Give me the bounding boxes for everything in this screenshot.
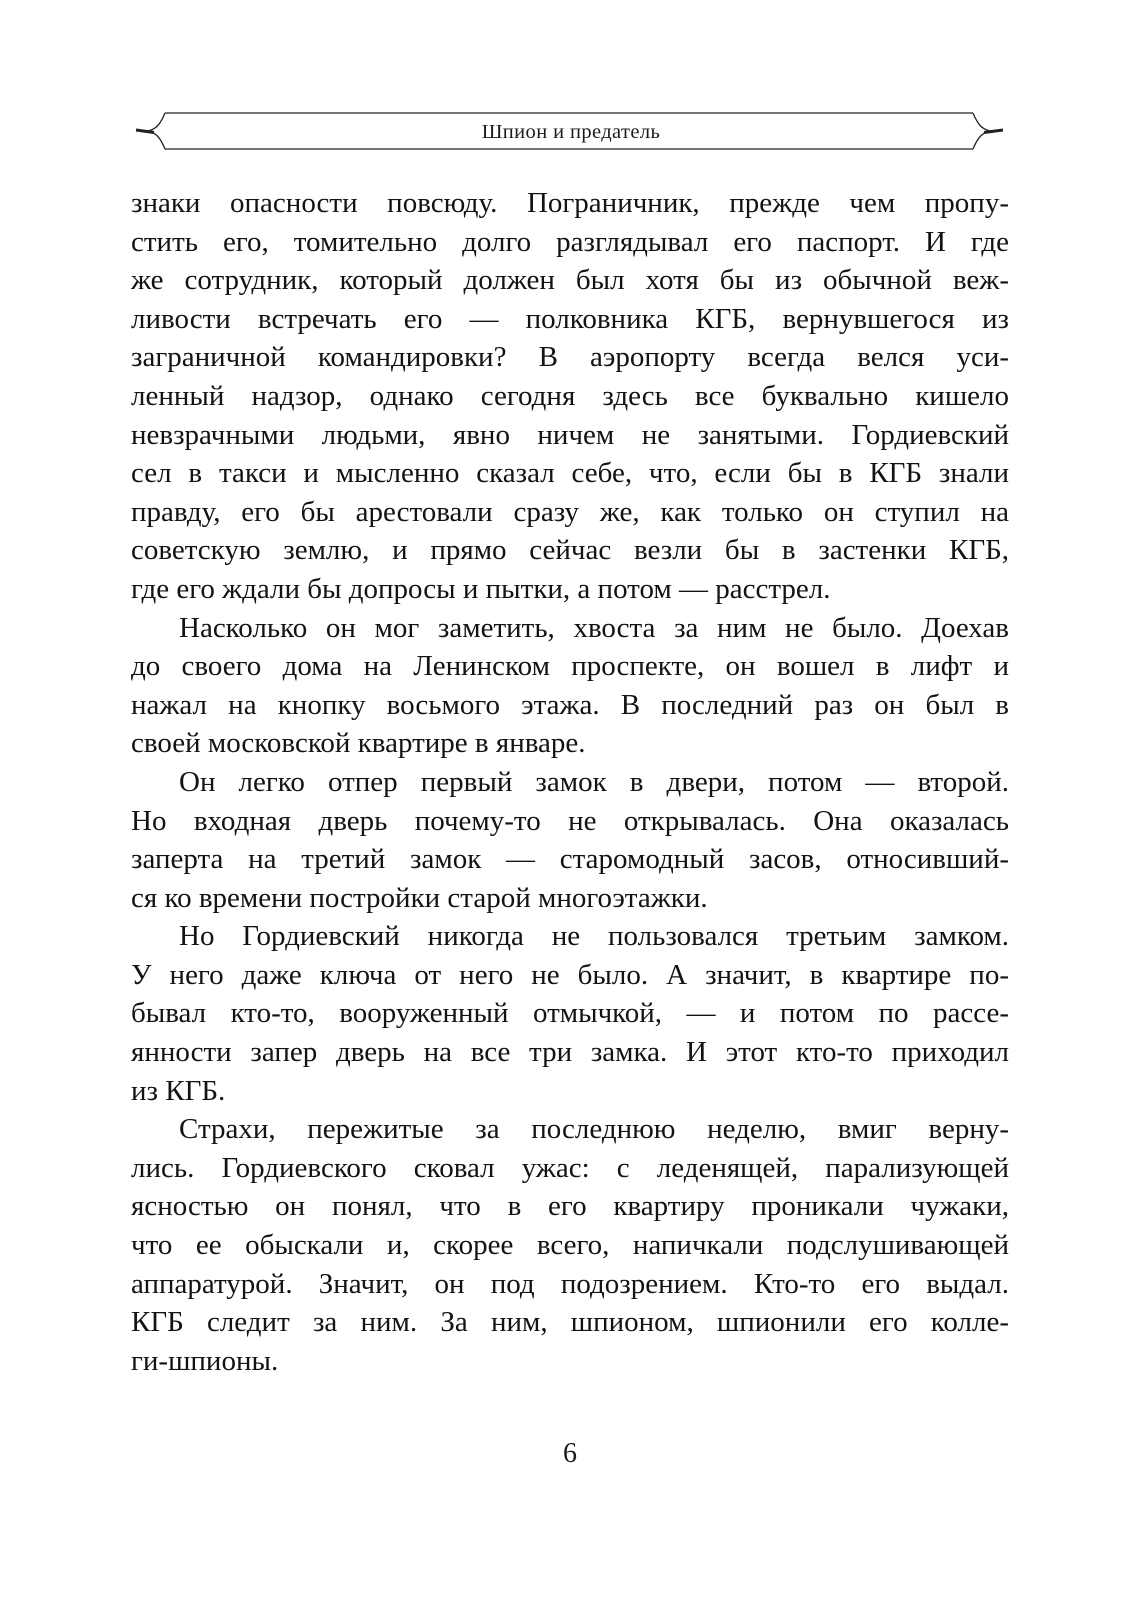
text-line: ги-шпионы. — [131, 1344, 279, 1377]
text-line: Насколько он мог заметить, хвоста за ним не было. Доехав — [179, 611, 1009, 644]
text-line: бывал кто-то, вооруженный отмычкой, — и потом по рассе- — [131, 997, 1009, 1030]
text-line: что ее обыскали и, скорее всего, напичкали подслушивающей — [131, 1229, 1009, 1262]
text-line: Но Гордиевский никогда не пользовался третьим замком. — [179, 920, 1009, 953]
text-line: нажал на кнопку восьмого этажа. В последний раз он был в — [131, 688, 1009, 721]
text-line: Страхи, пережитые за последнюю неделю, вмиг верну- — [179, 1113, 1009, 1146]
text-line: где его ждали бы допросы и пытки, а потом — расстрел. — [131, 572, 831, 605]
text-line: Но входная дверь почему-то не открывалась. Она оказалась — [131, 804, 1009, 837]
text-line: лись. Гордиевского сковал ужас: с леденящей, парализующей — [131, 1151, 1009, 1184]
text-line: из КГБ. — [131, 1074, 226, 1107]
text-line: ливости встречать его — полковника КГБ, вернувшегося из — [131, 302, 1009, 335]
text-line: своей московской квартире в январе. — [131, 727, 586, 760]
running-header — [130, 107, 1012, 157]
body-text — [131, 184, 1009, 1380]
text-line: до своего дома на Ленинском проспекте, он вошел в лифт и — [131, 650, 1009, 683]
text-line: невзрачными людьми, явно ничем не занятыми. Гордиевский — [131, 418, 1009, 451]
text-line: янности запер дверь на все три замка. И этот кто-то приходил — [131, 1036, 1009, 1069]
text-line: аппаратурой. Значит, он под подозрением. Кто-то его выдал. — [131, 1267, 1009, 1300]
text-line: знаки опасности повсюду. Пограничник, прежде чем пропу- — [131, 187, 1009, 219]
text-line: ясностью он понял, что в его квартиру проникали чужаки, — [131, 1190, 1009, 1223]
text-line: советскую землю, и прямо сейчас везли бы в застенки КГБ, — [131, 534, 1009, 567]
text-line: заграничной командировки? В аэропорту всегда велся уси- — [131, 341, 1009, 374]
text-line: ленный надзор, однако сегодня здесь все буквально кишело — [131, 379, 1009, 412]
text-line: правду, его бы арестовали сразу же, как только он ступил на — [131, 495, 1009, 528]
page-number: 6 — [563, 1438, 577, 1469]
text-line: У него даже ключа от него не было. А значит, в квартире по- — [131, 958, 1009, 991]
text-line: же сотрудник, который должен был хотя бы из обычной веж- — [131, 264, 1009, 297]
text-line: заперта на третий замок — старомодный засов, относивший- — [131, 843, 1009, 876]
text-line: стить его, томительно долго разглядывал его паспорт. И где — [131, 225, 1009, 258]
text-line: Он легко отпер первый замок в двери, потом — второй. — [179, 765, 1009, 798]
text-line: КГБ следит за ним. За ним, шпионом, шпионили его колле- — [131, 1306, 1009, 1339]
text-line: сел в такси и мысленно сказал себе, что, если бы в КГБ знали — [131, 457, 1009, 490]
header-title: Шпион и предатель — [481, 121, 661, 143]
text-line: ся ко времени постройки старой многоэтажки. — [131, 881, 708, 914]
